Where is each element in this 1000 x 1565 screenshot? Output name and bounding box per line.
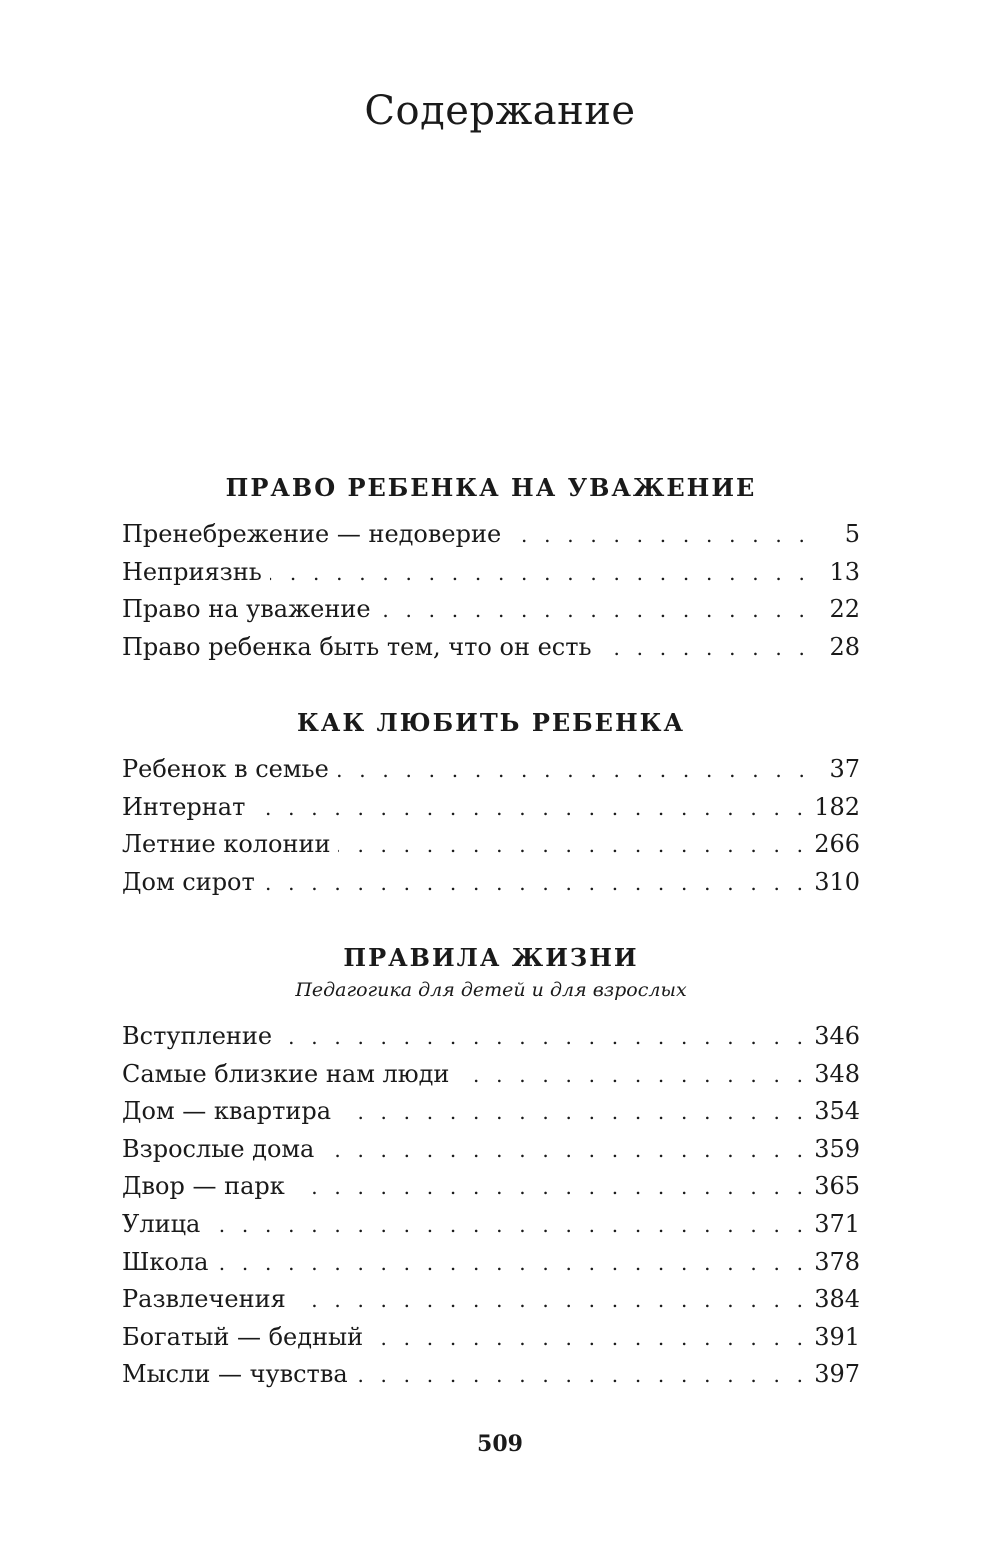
dot-leader	[253, 790, 808, 828]
entry-page-number: 5	[844, 520, 860, 548]
page-number-footer: 509	[477, 1431, 523, 1457]
toc-entry[interactable]	[122, 1356, 860, 1394]
toc-entry[interactable]	[122, 1056, 860, 1094]
toc-entry[interactable]	[122, 1131, 860, 1169]
entry-page-number: 37	[829, 755, 860, 783]
entry-page-number: 182	[814, 792, 860, 821]
toc-entry-list	[122, 516, 860, 666]
entry-page-number: 346	[814, 1022, 860, 1050]
dot-leader	[338, 827, 808, 865]
dot-leader	[600, 630, 810, 668]
toc-entry[interactable]	[122, 1206, 860, 1244]
dot-leader	[270, 555, 810, 593]
entry-title: Дом — квартира	[122, 1097, 332, 1126]
toc-entry[interactable]	[122, 751, 860, 789]
entry-title: Интернат	[122, 792, 246, 821]
entry-title: Двор — парк	[122, 1172, 285, 1201]
entry-title: Самые близкие нам люди	[122, 1059, 450, 1088]
entry-title: Улица	[122, 1209, 201, 1238]
toc-entry[interactable]	[122, 1018, 860, 1056]
section-title: ПРАВИЛА ЖИЗНИ	[343, 943, 639, 972]
entry-page-number: 371	[814, 1209, 860, 1238]
entry-title: Ребенок в семье	[122, 755, 329, 783]
entry-page-number: 359	[814, 1134, 860, 1163]
toc-section	[122, 705, 860, 901]
section-subtitle: Педагогика для детей и для взрослых	[295, 979, 687, 1001]
entry-title: Неприязнь	[122, 557, 262, 586]
toc-entry[interactable]	[122, 1168, 860, 1206]
dot-leader	[371, 1320, 808, 1358]
toc-entry[interactable]	[122, 1244, 860, 1282]
dot-leader	[457, 1057, 808, 1095]
toc-entry[interactable]	[122, 1319, 860, 1357]
toc-entry[interactable]	[122, 789, 860, 827]
toc-entry[interactable]	[122, 826, 860, 864]
toc-entry[interactable]	[122, 629, 860, 667]
toc-entry[interactable]	[122, 516, 860, 554]
toc-entry-list	[122, 751, 860, 901]
toc-section	[122, 470, 860, 666]
entry-page-number: 391	[814, 1322, 860, 1351]
entry-page-number: 365	[814, 1172, 860, 1201]
entry-title: Школа	[122, 1247, 209, 1276]
dot-leader	[509, 517, 810, 555]
entry-page-number: 266	[814, 830, 860, 859]
dot-leader	[208, 1207, 808, 1245]
entry-title: Вступление	[122, 1022, 273, 1050]
dot-leader	[294, 1282, 808, 1320]
toc-entry[interactable]	[122, 864, 860, 902]
dot-leader	[322, 1132, 808, 1170]
dot-leader	[280, 1019, 808, 1057]
dot-leader	[339, 1094, 808, 1132]
entry-page-number: 354	[814, 1097, 860, 1126]
entry-page-number: 397	[814, 1360, 860, 1389]
entry-title: Дом сирот	[122, 867, 255, 896]
toc-entry[interactable]	[122, 591, 860, 629]
entry-page-number: 348	[814, 1059, 860, 1088]
dot-leader	[379, 592, 810, 630]
toc-entry[interactable]	[122, 1281, 860, 1319]
entry-page-number: 22	[829, 595, 860, 624]
entry-page-number: 384	[814, 1285, 860, 1314]
dot-leader	[337, 752, 810, 790]
entry-page-number: 310	[814, 867, 860, 896]
section-title: ПРАВО РЕБЕНКА НА УВАЖЕНИЕ	[225, 473, 757, 502]
entry-title: Право ребенка быть тем, что он есть	[122, 632, 592, 661]
entry-title: Взрослые дома	[122, 1134, 315, 1163]
dot-leader	[263, 865, 808, 903]
entry-title: Летние колонии	[122, 830, 331, 859]
toc-entry-list	[122, 1018, 860, 1394]
dot-leader	[216, 1245, 808, 1283]
dot-leader	[356, 1357, 809, 1395]
entry-page-number: 28	[829, 632, 860, 661]
entry-title: Право на уважение	[122, 595, 371, 624]
dot-leader	[293, 1169, 808, 1207]
entry-page-number: 13	[829, 557, 860, 586]
entry-title: Пренебрежение — недоверие	[122, 520, 502, 548]
entry-title: Богатый — бедный	[122, 1322, 364, 1351]
entry-title: Мысли — чувства	[122, 1360, 348, 1389]
page-title: Содержание	[364, 88, 636, 134]
toc-entry[interactable]	[122, 1093, 860, 1131]
toc-entry[interactable]	[122, 554, 860, 592]
entry-title: Развлечения	[122, 1285, 286, 1314]
toc-section	[122, 940, 860, 1394]
entry-page-number: 378	[814, 1247, 860, 1276]
section-title: КАК ЛЮБИТЬ РЕБЕНКА	[296, 708, 686, 737]
